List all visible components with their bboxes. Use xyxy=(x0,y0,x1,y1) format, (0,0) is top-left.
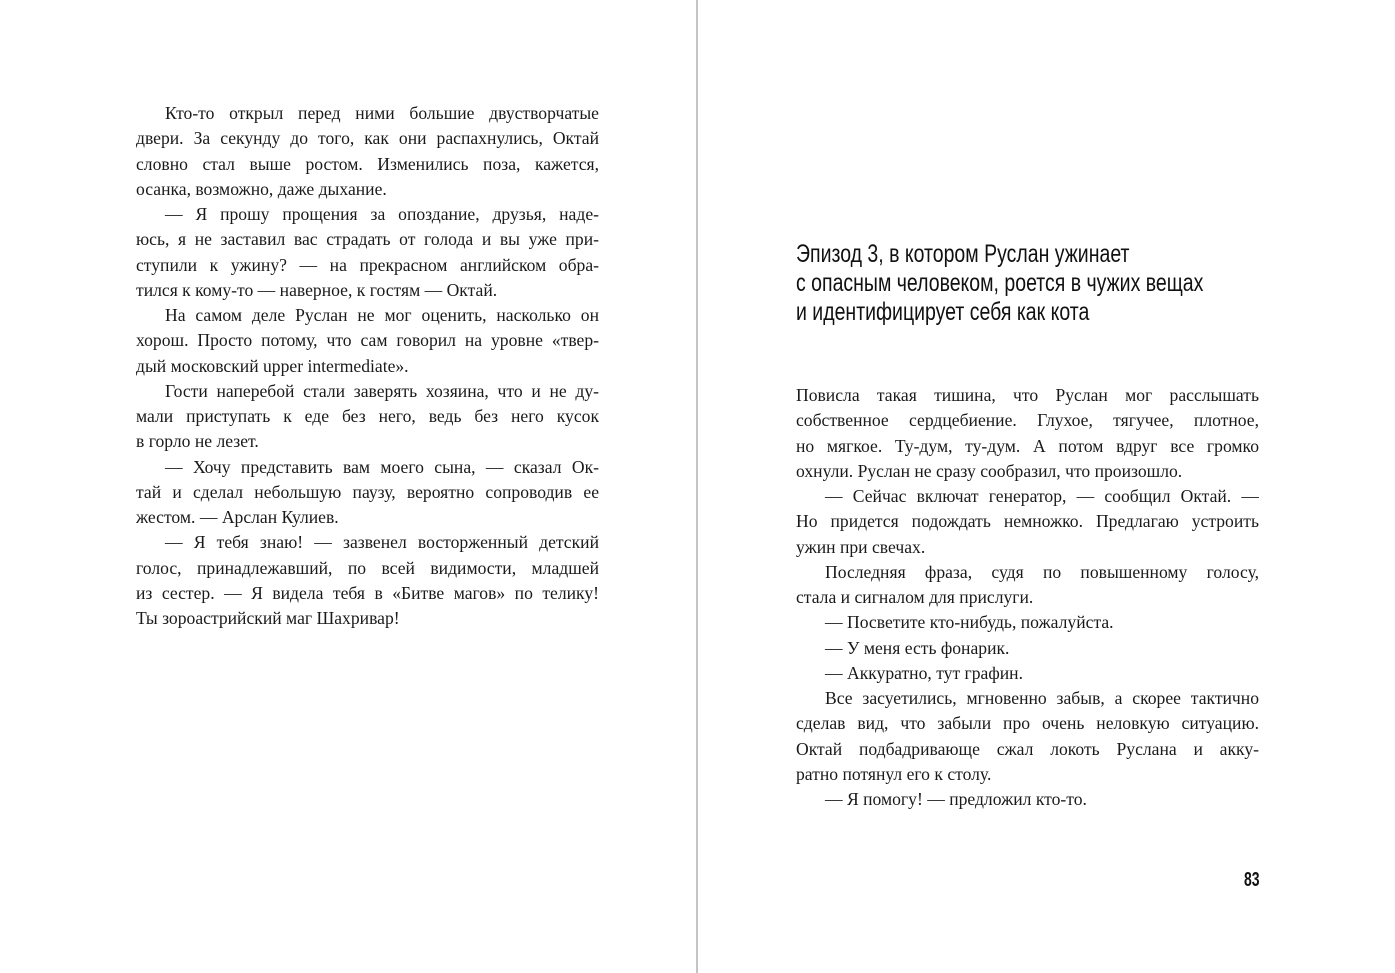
text-line: ратно потянул его к столу. xyxy=(796,763,992,784)
text-line: — Я помогу! — предложил кто-то. xyxy=(825,789,1087,809)
text-line: голос, принадлежавший, по всей видимости, младшей xyxy=(136,557,599,578)
text-line: тай и сделал небольшую паузу, вероятно сопроводив ее xyxy=(136,481,599,502)
text-line: жестом. — Арслан Кулиев. xyxy=(136,507,339,527)
right-page-body xyxy=(796,383,1259,812)
text-line: мали приступать к еде без него, ведь без него кусок xyxy=(136,406,599,426)
text-line: — У меня есть фонарик. xyxy=(825,637,1010,658)
chapter-heading xyxy=(796,240,1203,327)
text-line: сделав вид, что забыли про очень неловкую ситуацию. xyxy=(796,713,1259,734)
page-number: 83 xyxy=(1244,869,1260,891)
text-line: двери. За секунду до того, как они распахнулись, Октай xyxy=(136,128,599,149)
text-line: словно стал выше ростом. Изменились поза, кажется, xyxy=(136,153,599,174)
left-page-body xyxy=(136,101,599,631)
text-line: Последняя фраза, судя по повышенному голосу, xyxy=(825,561,1259,582)
text-line: — Сейчас включат генератор, — сообщил Октай. — xyxy=(825,486,1259,506)
text-line: ступили к ужину? — на прекрасном английском обра- xyxy=(136,254,599,275)
text-line: хорош. Просто потому, что сам говорил на уровне «твер- xyxy=(136,330,599,351)
text-line: Кто-то открыл перед ними большие двустворчатые xyxy=(165,103,599,123)
book-spine-fold xyxy=(696,0,698,973)
text-line: но мягкое. Ту-дум, ту-дум. А потом вдруг все громко xyxy=(796,435,1259,456)
text-line: дый московский upper intermediate». xyxy=(136,355,409,376)
text-line: ужин при свечах. xyxy=(796,536,926,557)
text-line: стала и сигналом для прислуги. xyxy=(796,587,1034,607)
text-line: тился к кому-то — наверное, к гостям — Октай. xyxy=(136,279,498,300)
text-line: юсь, я не заставил вас страдать от голода и вы уже при- xyxy=(136,229,599,250)
text-line: Все засуетились, мгновенно забыв, а скорее тактично xyxy=(825,688,1259,708)
text-line: Гости наперебой стали заверять хозяина, что и не ду- xyxy=(165,380,599,401)
text-line: — Аккуратно, тут графин. xyxy=(825,662,1023,683)
chapter-heading-line: и идентифицирует себя как кота xyxy=(796,298,1090,326)
text-line: собственное сердцебиение. Глухое, тягучее, плотное, xyxy=(796,410,1259,431)
text-line: из сестер. — Я видела тебя в «Битве магов» по телику! xyxy=(136,582,599,603)
text-line: в горло не лезет. xyxy=(136,431,259,452)
text-line: — Посветите кто-нибудь, пожалуйста. xyxy=(825,612,1114,633)
text-line: — Я прошу прощения за опоздание, друзья, наде- xyxy=(165,204,599,224)
chapter-heading-line: с опасным человеком, роется в чужих вещах xyxy=(796,269,1204,297)
text-line: Ты зороастрийский маг Шахривар! xyxy=(136,608,400,628)
text-line: — Я тебя знаю! — зазвенел восторженный детский xyxy=(165,532,599,553)
text-line: — Хочу представить вам моего сына, — сказал Ок- xyxy=(165,456,599,477)
text-line: Повисла такая тишина, что Руслан мог расслышать xyxy=(796,385,1259,405)
chapter-heading-line: Эпизод 3, в котором Руслан ужинает xyxy=(796,240,1130,268)
text-line: На самом деле Руслан не мог оценить, насколько он xyxy=(165,305,599,325)
text-line: Октай подбадривающе сжал локоть Руслана и акку- xyxy=(796,738,1259,759)
text-line: охнули. Руслан не сразу сообразил, что произошло. xyxy=(796,460,1183,481)
text-line: Но придется подождать немножко. Предлагаю устроить xyxy=(796,511,1259,532)
text-line: осанка, возможно, даже дыхание. xyxy=(136,178,387,199)
